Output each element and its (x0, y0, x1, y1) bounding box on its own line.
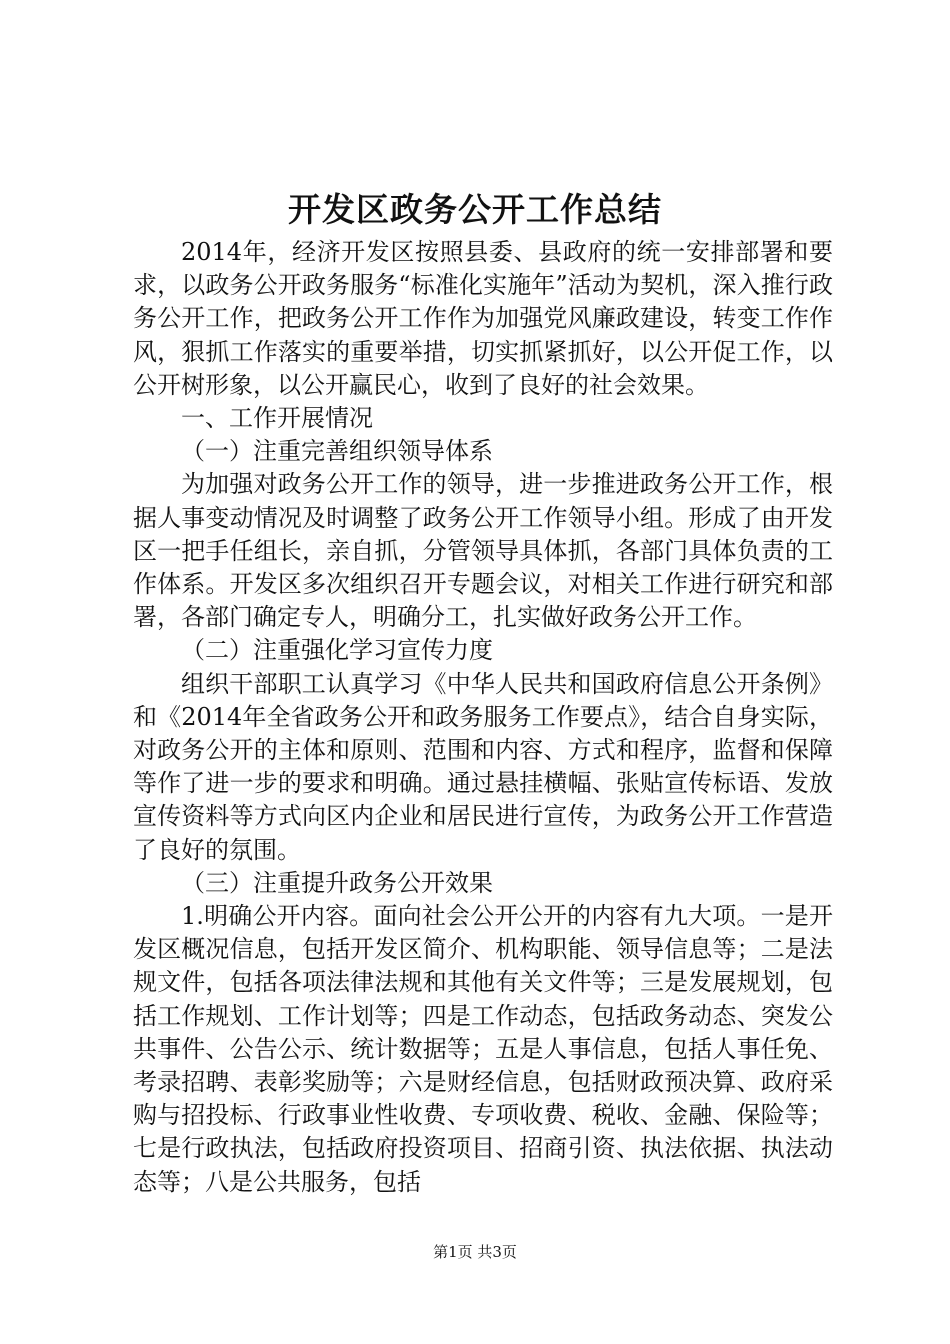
document-title: 开发区政务公开工作总结 (288, 190, 662, 229)
document-body (133, 236, 833, 1199)
subheading-1: （一）注重完善组织领导体系 (181, 437, 493, 466)
paragraph-study: 组织干部职工认真学习《中华人民共和国政府信息公开条例》和《2014年全省政务公开和政务服务工作要点》，结合自身实际，对政务公开的主体和原则、范围和内容、方式和程序，监督和保障等作了进一步的要求和明确。通过悬挂横幅、张贴宣传标语、发放宣传资料等方式向区内企业和居民进行宣传，为政务公开工作营造了良好的氛围。 (133, 669, 833, 864)
subheading-2: （二）注重强化学习宣传力度 (181, 636, 493, 665)
subheading-3: （三）注重提升政务公开效果 (181, 868, 493, 897)
paragraph-intro: 2014年，经济开发区按照县委、县政府的统一安排部署和要求，以政务公开政务服务“标准化实施年”活动为契机，深入推行政务公开工作，把政务公开工作作为加强党风廉政建设，转变工作作风，狠抓工作落实的重要举措，切实抓紧抓好，以公开促工作，以公开树形象，以公开赢民心，收到了良好的社会效果。 (133, 238, 833, 399)
page-number-footer: 第1页 共3页 (433, 1243, 517, 1261)
paragraph-content: 1.明确公开内容。面向社会公开公开的内容有九大项。一是开发区概况信息，包括开发区简介、机构职能、领导信息等；二是法规文件，包括各项法律法规和其他有关文件等；三是发展规划，包括工作规划、工作计划等；四是工作动态，包括政务动态、突发公共事件、公告公示、统计数据等；五是人事信息，包括人事任免、考录招聘、表彰奖励等；六是财经信息，包括财政预决算、政府采购与招投标、行政事业性收费、专项收费、税收、金融、保险等；七是行政执法，包括政府投资项目、招商引资、执法依据、执法动态等；八是公共服务，包括 (133, 902, 833, 1196)
heading-section-1: 一、工作开展情况 (181, 404, 373, 433)
paragraph-organization: 为加强对政务公开工作的领导，进一步推进政务公开工作，根据人事变动情况及时调整了政务公开工作领导小组。形成了由开发区一把手任组长，亲自抓，分管领导具体抓，各部门具体负责的工作体系。开发区多次组织召开专题会议，对相关工作进行研究和部署，各部门确定专人，明确分工，扎实做好政务公开工作。 (133, 470, 833, 632)
